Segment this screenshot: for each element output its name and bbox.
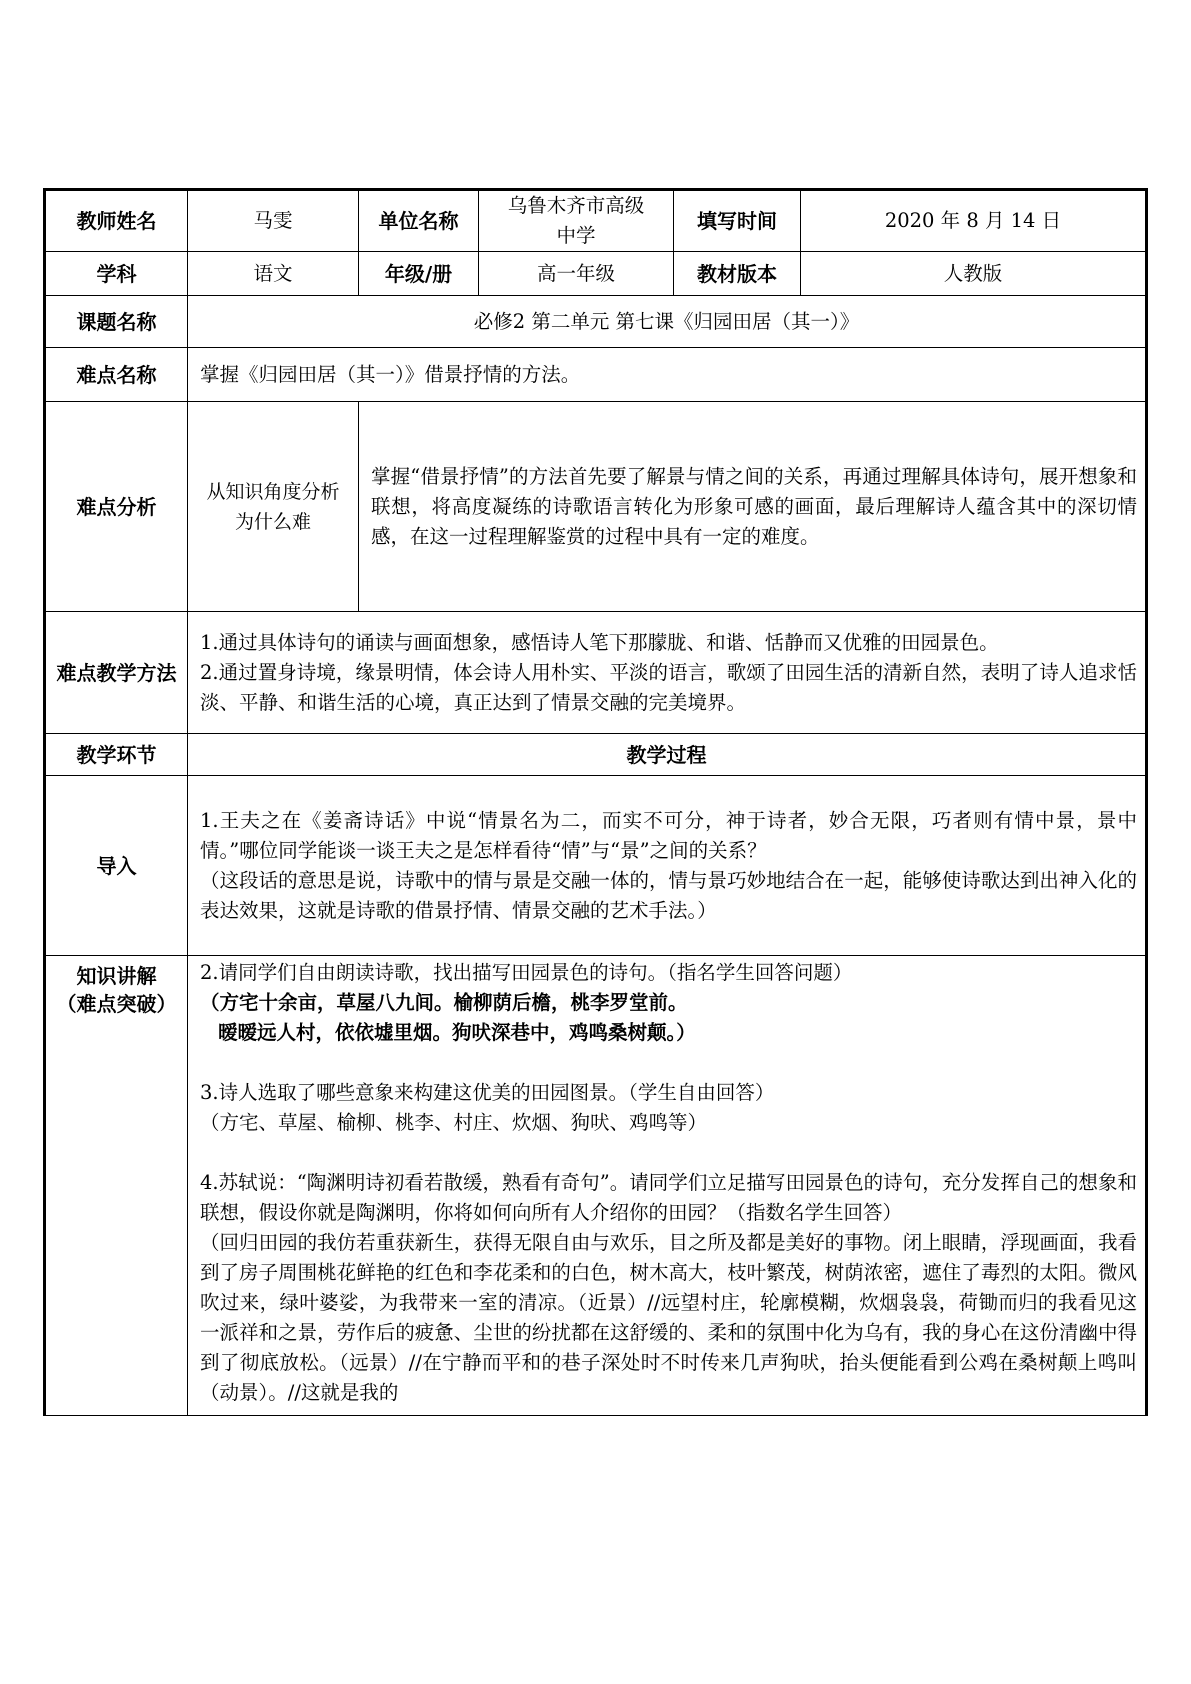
subject-value: 语文 — [188, 252, 359, 296]
method-label: 难点教学方法 — [45, 612, 188, 734]
intro-content — [188, 776, 1147, 956]
unit-name-label: 单位名称 — [359, 190, 479, 252]
topic-value: 必修2 第二单元 第七课《归园田居（其一）》 — [188, 296, 1147, 348]
knowledge-label — [45, 956, 188, 1416]
lesson-plan-table — [43, 188, 1148, 1416]
question-3: 3.诗人选取了哪些意象来构建这优美的田园图景。（学生自由回答） — [200, 1081, 775, 1104]
spacer — [200, 1048, 1137, 1078]
analysis-row — [45, 402, 1147, 612]
method-value — [188, 612, 1147, 734]
knowledge-content — [188, 956, 1147, 1416]
answer-2-line-2: 暧暧远人村，依依墟里烟。狗吠深巷中，鸡鸣桑树颠。） — [218, 1021, 696, 1044]
edition-label: 教材版本 — [674, 252, 801, 296]
difficulty-value: 掌握《归园田居（其一）》借景抒情的方法。 — [188, 348, 1147, 402]
analysis-label: 难点分析 — [45, 402, 188, 612]
intro-answer: （这段话的意思是说，诗歌中的情与景是交融一体的，情与景巧妙地结合在一起，能够使诗歌达到出神入化的表达效果，这就是诗歌的借景抒情、情景交融的艺术手法。） — [200, 868, 1137, 922]
answer-4: （回归田园的我仿若重获新生，获得无限自由与欢乐，目之所及都是美好的事物。闭上眼睛，浮现画面，我看到了房子周围桃花鲜艳的红色和李花柔和的白色，树木高大，枝叶繁茂，树荫浓密，遮住了毒烈的太阳。微风吹过来，绿叶婆娑，为我带来一室的清凉。（近景）//远望村庄，轮廓模糊，炊烟袅袅，荷锄而归的我看见这一派祥和之景，劳作后的疲惫、尘世的纷扰都在这舒缓的、柔和的氛围中化为乌有，我的身心在这份清幽中得到了彻底放松。（远景）//在宁静而平和的巷子深处时不时传来几声狗吠，抬头便能看到公鸡在桑树颠上鸣叫（动景）。//这就是我的 — [200, 1231, 1137, 1404]
grade-label: 年级/册 — [359, 252, 479, 296]
header-row-1 — [45, 190, 1147, 252]
question-4: 4.苏轼说：“陶渊明诗初看若散缓，熟看有奇句”。请同学们立足描写田园景色的诗句，充分发挥自己的想象和联想，假设你就是陶渊明，你将如何向所有人介绍你的田园？（指数名学生回答） — [200, 1171, 1137, 1224]
grade-value: 高一年级 — [479, 252, 674, 296]
process-stage-header: 教学环节 — [45, 734, 188, 776]
method-line-2: 2.通过置身诗境，缘景明情，体会诗人用朴实、平淡的语言，歌颂了田园生活的清新自然，表明了诗人追求恬淡、平静、和谐生活的心境，真正达到了情景交融的完美境界。 — [200, 660, 1137, 714]
method-line-1: 1.通过具体诗句的诵读与画面想象，感悟诗人笔下那朦胧、和谐、恬静而又优雅的田园景色。 — [200, 630, 999, 654]
knowledge-label-line-2: （难点突破） — [56, 992, 177, 1016]
intro-label: 导入 — [45, 776, 188, 956]
teacher-name-label: 教师姓名 — [45, 190, 188, 252]
knowledge-row — [45, 956, 1147, 1416]
intro-row — [45, 776, 1147, 956]
subject-label: 学科 — [45, 252, 188, 296]
answer-2-line-1: （方宅十余亩，草屋八九间。榆柳荫后檐，桃李罗堂前。 — [200, 991, 688, 1014]
method-row — [45, 612, 1147, 734]
fill-date-value: 2020 年 8 月 14 日 — [801, 190, 1147, 252]
difficulty-label: 难点名称 — [45, 348, 188, 402]
fill-date-label: 填写时间 — [674, 190, 801, 252]
spacer — [200, 1138, 1137, 1168]
difficulty-row — [45, 348, 1147, 402]
analysis-value: 掌握“借景抒情”的方法首先要了解景与情之间的关系，再通过理解具体诗句，展开想象和联想，将高度凝练的诗歌语言转化为形象可感的画面，最后理解诗人蕴含其中的深切情感，在这一过程理解鉴赏的过程中具有一定的难度。 — [359, 402, 1147, 612]
teacher-name-value: 马雯 — [188, 190, 359, 252]
knowledge-label-line-1: 知识讲解 — [76, 964, 157, 988]
topic-row — [45, 296, 1147, 348]
question-2: 2.请同学们自由朗读诗歌，找出描写田园景色的诗句。（指名学生回答问题） — [200, 961, 853, 984]
process-header-row — [45, 734, 1147, 776]
header-row-2 — [45, 252, 1147, 296]
intro-question: 1.王夫之在《姜斋诗话》中说“情景名为二，而实不可分，神于诗者，妙合无限，巧者则有情中景，景中情。”哪位同学能谈一谈王夫之是怎样看待“情”与“景”之间的关系？ — [200, 808, 1137, 862]
edition-value: 人教版 — [801, 252, 1147, 296]
lesson-plan-page — [43, 188, 1145, 1416]
process-content-header: 教学过程 — [188, 734, 1147, 776]
unit-name-value: 乌鲁木齐市高级中学 — [479, 190, 674, 252]
topic-label: 课题名称 — [45, 296, 188, 348]
answer-3: （方宅、草屋、榆柳、桃李、村庄、炊烟、狗吠、鸡鸣等） — [200, 1111, 708, 1134]
analysis-sub-label: 从知识角度分析为什么难 — [188, 402, 359, 612]
